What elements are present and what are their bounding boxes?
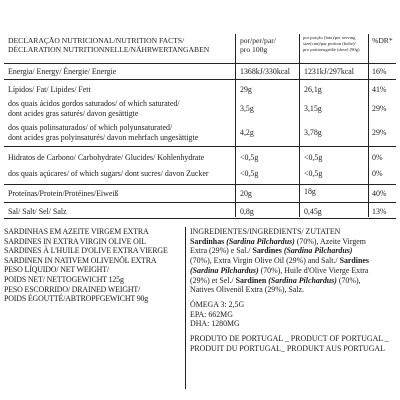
salt-per-serving: 0,45g [304,207,322,216]
polyunsaturated-per-serving: 3,78g [304,128,322,137]
saturated-per100: 3,5g [240,104,254,113]
ingredients-line4: (Sardina Pilchardus) (70%), Huile d'Olive Vierge Extra [190,265,369,275]
product-name-fr: SARDINES À L'HUILE D'OLIVE EXTRA VIERGE [4,246,168,256]
carbohydrate-per-serving: <0,5g [304,153,323,162]
per-serving-header-line3: pro portionsgröße (dose) (90g) [303,47,360,52]
drained-weight-line2: POIDS ÉGOUTTÉ/ABTROPFGEWICHT 90g [4,294,149,304]
fat-per100: 29g [240,85,252,94]
carbohydrate-per100: <0,5g [240,153,259,162]
net-weight-line2: POIDS NET/ NETTOGEWICHT 125g [4,274,124,284]
origin-line2: PRODUIT DU PORTUGAL_ PRODUKT AUS PORTUGAL [190,343,385,353]
polyunsaturated-label-line2: dont acides gras polyinsaturés/ davon mehrfach ungesättigte [8,133,199,142]
ingredients-line2: Extra (29%) e Sal./ Sardines (Sardina Pilchardus) [190,246,353,256]
ingredients-line6: Natives Olivenöl Extra (29%), Salz. [190,285,304,295]
per-100g-header-line2: pro 100g [240,45,268,54]
product-name-de: SARDINEN IN NATIVEM OLIVENÖL EXTRA [4,255,157,265]
product-info-section [4,227,396,397]
carbohydrate-label: Hidratos de Carbono/ Carbohydrate/ Glucides/ Kohlenhydrate [8,153,205,162]
product-name-and-weights [4,227,184,304]
carbohydrate-block [4,147,396,185]
ingredients-heading: INGREDIENTES/INGREDIENTS/ ZUTATEN [190,227,341,236]
sugars-per100: <0,5g [240,169,259,178]
sugars-per-serving: <0,5g [304,169,323,178]
salt-dr: 13% [372,207,387,216]
ingredients-line5: (29%) et Sel./ Sardinen (Sardina Pilchardus) (70%), [190,275,361,285]
salt-label: Sal/ Salt/ Sel/ Salz [8,207,67,216]
table-title-line1: DECLARAÇÃO NUTRICIONAL/NUTRITION FACTS/ [8,36,185,45]
energy-per-serving: 1231kJ/297kcal [304,67,354,76]
saturated-per-serving: 3,15g [304,104,322,113]
polyunsaturated-label-line1: dos quais polinsaturados/ of which polyunsaturated/ [8,123,173,132]
ingredients-line3: (70%), Extra Virgin Olive Oil (29%) and Salt./ Sardines [190,256,369,266]
dha-value: DHA: 1280MG [190,319,240,329]
omega3-value: ÓMEGA 3: 2,5G [190,299,245,309]
section-divider [185,227,186,389]
table-title-line2: DÉCLARATION NUTRITIONNELLE/NÄHRWERTANGABEN [8,45,210,54]
epa-value: EPA: 662MG [190,309,233,319]
sugars-dr: 0% [372,169,383,178]
energy-per100: 1368kJ/330kcal [240,67,290,76]
per-100g-header-line1: por/per/par/ [240,36,276,45]
origin-line1: PRODUTO DE PORTUGAL _ PRODUCT OF PORTUGAL _ [190,334,389,344]
per-serving-header-line1: por porção (lata)/per serving [303,35,356,40]
ingredients-panel [190,227,395,353]
energy-label: Energia/ Energy/ Énergie/ Energie [8,67,117,76]
sugars-label: dos quais açúcares/ of which sugars/ dont sucres/ davon Zucker [8,169,209,178]
net-weight-line1: PESO LÍQUIDO/ NET WEIGHT/ [4,265,109,275]
ingredients-line1: Sardinhas (Sardina Pilchardus) (70%), Azeite Virgem [190,236,366,246]
energy-row [4,64,396,80]
protein-label: Proteínas/Protein/Protéines/Eiweiß [8,189,119,198]
energy-dr: 16% [372,67,387,76]
polyunsaturated-dr: 29% [372,128,387,137]
protein-per100: 20g [240,189,252,198]
fat-dr: 41% [372,85,387,94]
fat-per-serving: 26,1g [304,85,322,94]
dr-header: %DR* [372,36,393,45]
protein-per-serving: 18g [304,187,316,196]
saturated-dr: 29% [372,104,387,113]
protein-row [4,185,396,203]
product-name-en: SARDINES IN EXTRA VIRGIN OLIVE OIL [4,236,146,246]
salt-per100: 0,8g [240,207,254,216]
drained-weight-line1: PESO ESCORRIDO/ DRAINED WEIGHT/ [4,284,141,294]
table-header [4,34,396,64]
salt-row [4,203,396,219]
carbohydrate-dr: 0% [372,153,383,162]
polyunsaturated-per100: 4,2g [240,128,254,137]
saturated-label-line2: dont acides gras saturés/ davon gesättigte [8,109,139,118]
per-serving-header-line2: size(can)/par portion (boîte)/ [303,41,356,46]
fat-label: Lípidos/ Fat/ Lipides/ Fett [8,85,91,94]
fat-block [4,80,396,147]
saturated-label-line1: dos quais ácidos gordos saturados/ of which saturated/ [8,99,180,108]
product-name-pt: SARDINHAS EM AZEITE VIRGEM EXTRA [4,227,149,236]
protein-dr: 40% [372,189,387,198]
